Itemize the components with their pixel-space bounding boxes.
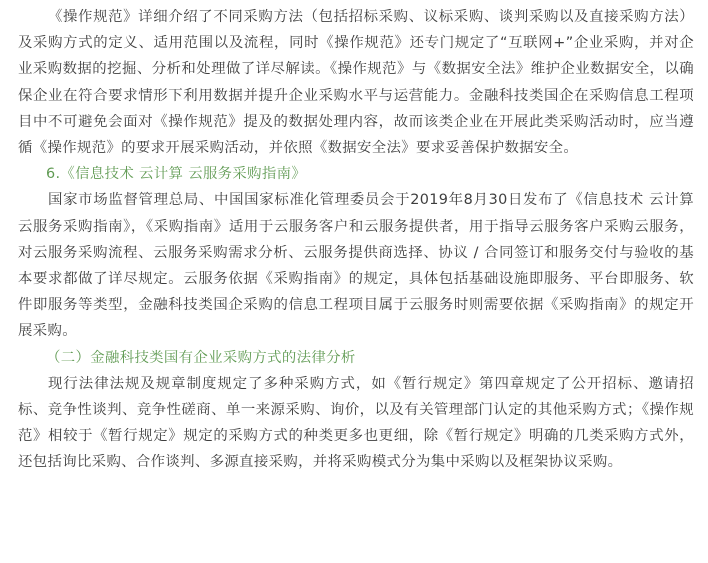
section-heading-legal-analysis: （二）金融科技类国有企业采购方式的法律分析 — [46, 349, 356, 366]
paragraph-procurement-methods: 现行法律法规及规章制度规定了多种采购方式，如《暂行规定》第四章规定了公开招标、邀请招标、竞争性谈判、竞争性磋商、单一来源采购、询价，以及有关管理部门认定的其他采购方式；《操作规范》相较于《暂行规定》规定的采购方式的种类更多也更细，除《暂行规定》明确的几类采购方式外，还包括询比采购、合作谈判、多源直接采购，并将采购模式分为集中采购以及框架协议采购。 — [18, 375, 694, 471]
paragraph-cloud-guide: 国家市场监督管理总局、中国国家标准化管理委员会于2019年8月30日发布了《信息技术 云计算 云服务采购指南》，《采购指南》适用于云服务客户和云服务提供者，用于指导云服务客户采购云服务，对云服务采购流程、云服务采购需求分析、云服务提供商选择、协议 / 合同签订和服务交付与验收的基本要求都做了详尽规定。云服务依据《采购指南》的规定，具体包括基础设施即服务、平台即服务、软件即服务等类型，金融科技类国企采购的信息工程项目属于云服务时则需要依据《采购指南》的规定开展采购。 — [18, 192, 694, 340]
paragraph-operation-standard: 《操作规范》详细介绍了不同采购方法（包括招标采购、议标采购、谈判采购以及直接采购方法）及采购方式的定义、适用范围以及流程，同时《操作规范》还专门规定了“互联网+”企业采购，并对企业采购数据的挖掘、分析和处理做了详尽解读。《操作规范》与《数据安全法》维护企业数据安全，以确保企业在符合要求情形下利用数据并提升企业采购水平与运营能力。金融科技类国企在采购信息工程项目中不可避免会面对《操作规范》提及的数据处理内容，故而该类企业在开展此类采购活动时，应当遵循《操作规范》的要求开展采购活动，并依照《数据安全法》要求妥善保护数据安全。 — [18, 9, 694, 157]
section-heading-cloud-guide: 6.《信息技术 云计算 云服务采购指南》 — [46, 166, 307, 183]
